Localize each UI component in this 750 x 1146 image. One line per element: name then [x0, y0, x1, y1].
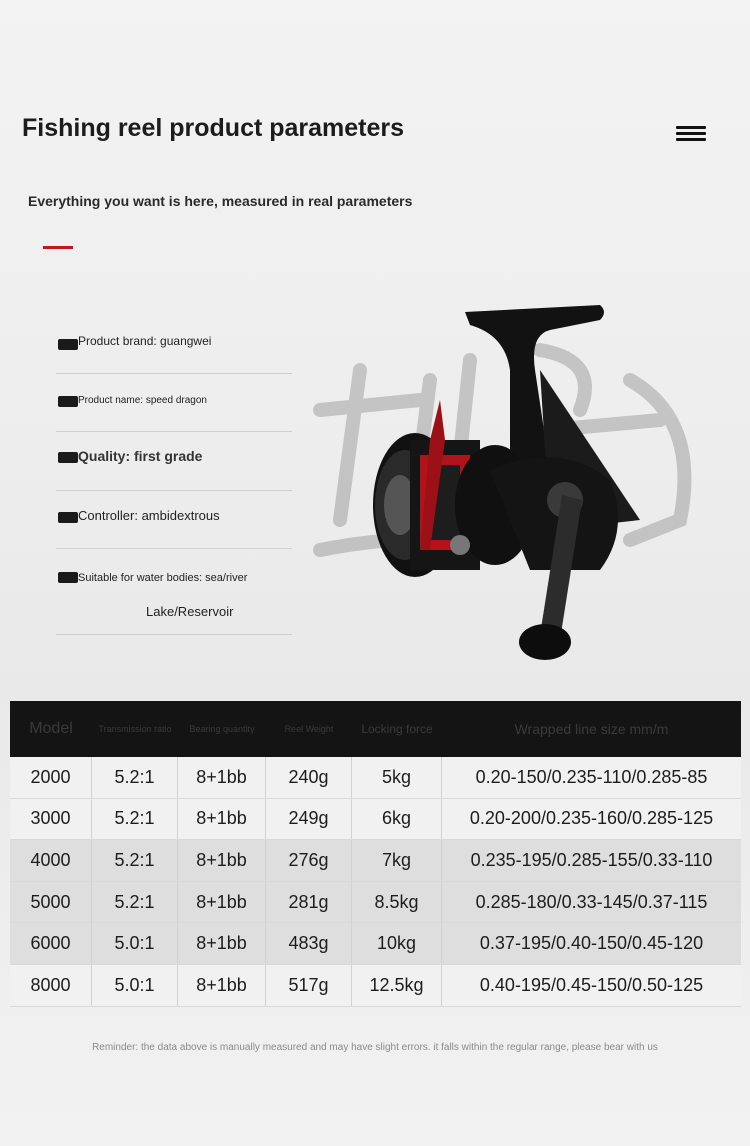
page-subtitle: Everything you want is here, measured in real parameters: [28, 193, 413, 209]
table-cell: 6kg: [352, 799, 442, 840]
param-quality-text: Quality: first grade: [78, 448, 203, 464]
table-cell: 5.2:1: [92, 840, 178, 881]
table-cell: 8+1bb: [178, 882, 266, 923]
table-cell: 4000: [10, 840, 92, 881]
param-water-bodies-text-2: Lake/Reservoir: [146, 604, 234, 619]
table-cell: 8+1bb: [178, 923, 266, 964]
table-cell: 8+1bb: [178, 799, 266, 840]
table-cell: 240g: [266, 757, 352, 798]
table-row: [10, 840, 741, 882]
table-row: [10, 923, 741, 965]
table-cell: 2000: [10, 757, 92, 798]
bullet-icon: [58, 452, 78, 463]
param-brand-text: Product brand: guangwei: [78, 334, 212, 348]
header-weight: Reel Weight: [284, 724, 334, 734]
header-model: Model: [29, 720, 73, 737]
table-cell: 5000: [10, 882, 92, 923]
table-cell: 6000: [10, 923, 92, 964]
table-cell: 517g: [266, 965, 352, 1006]
table-row: [10, 882, 741, 924]
table-row: [10, 757, 741, 799]
table-cell: 0.235-195/0.285-155/0.33-110: [470, 849, 713, 870]
param-water-bodies: [56, 549, 292, 635]
table-cell: 3000: [10, 799, 92, 840]
table-cell: 0.285-180/0.33-145/0.37-115: [475, 891, 708, 912]
table-cell: 0.20-200/0.235-160/0.285-125: [469, 808, 714, 829]
bullet-icon: [58, 396, 78, 407]
table-cell: 8.5kg: [352, 882, 442, 923]
parameter-list: [56, 318, 292, 635]
table-cell: 0.40-195/0.45-150/0.50-125: [479, 974, 704, 995]
table-header: [10, 701, 741, 757]
table-cell: 249g: [266, 799, 352, 840]
param-controller: [56, 491, 292, 549]
table-cell: 12.5kg: [352, 965, 442, 1006]
table-row: [10, 965, 741, 1007]
param-quality: [56, 432, 292, 491]
table-cell: 7kg: [352, 840, 442, 881]
header-bearing: Bearing quantity: [189, 724, 255, 734]
header-locking-force: Locking force: [361, 722, 433, 736]
table-cell: 5.2:1: [92, 882, 178, 923]
table-cell: 8+1bb: [178, 965, 266, 1006]
parameter-table: [10, 757, 741, 1007]
fishing-reel-image: [300, 290, 750, 670]
table-cell: 5.2:1: [92, 799, 178, 840]
param-water-bodies-text: Suitable for water bodies: sea/river: [78, 572, 248, 584]
table-cell: 5.0:1: [92, 923, 178, 964]
param-product-name: [56, 374, 292, 432]
accent-divider: [43, 246, 73, 249]
table-cell: 8000: [10, 965, 92, 1006]
table-cell: 8+1bb: [178, 840, 266, 881]
table-cell: 8+1bb: [178, 757, 266, 798]
table-cell: 0.37-195/0.40-150/0.45-120: [479, 933, 704, 954]
table-cell: 5kg: [352, 757, 442, 798]
table-cell: 0.20-150/0.235-110/0.285-85: [475, 766, 708, 787]
table-cell: 5.0:1: [92, 965, 178, 1006]
param-controller-text: Controller: ambidextrous: [78, 508, 220, 523]
bullet-icon: [58, 339, 78, 350]
table-cell: 10kg: [352, 923, 442, 964]
table-cell: 276g: [266, 840, 352, 881]
table-cell: 281g: [266, 882, 352, 923]
bullet-icon: [58, 512, 78, 523]
reminder-note: Reminder: the data above is manually measured and may have slight errors. it falls within the regular range, please bear with us: [92, 1042, 658, 1053]
param-product-name-text: Product name: speed dragon: [78, 395, 207, 406]
param-brand: [56, 318, 292, 374]
table-cell: 5.2:1: [92, 757, 178, 798]
table-cell: 483g: [266, 923, 352, 964]
table-row: [10, 799, 741, 841]
bullet-icon: [58, 572, 78, 583]
hamburger-menu-icon[interactable]: [676, 126, 706, 150]
header-line-size: Wrapped line size mm/m: [514, 721, 669, 737]
page-title: Fishing reel product parameters: [22, 114, 405, 142]
header-transmission: Transmission ratio: [98, 724, 172, 734]
